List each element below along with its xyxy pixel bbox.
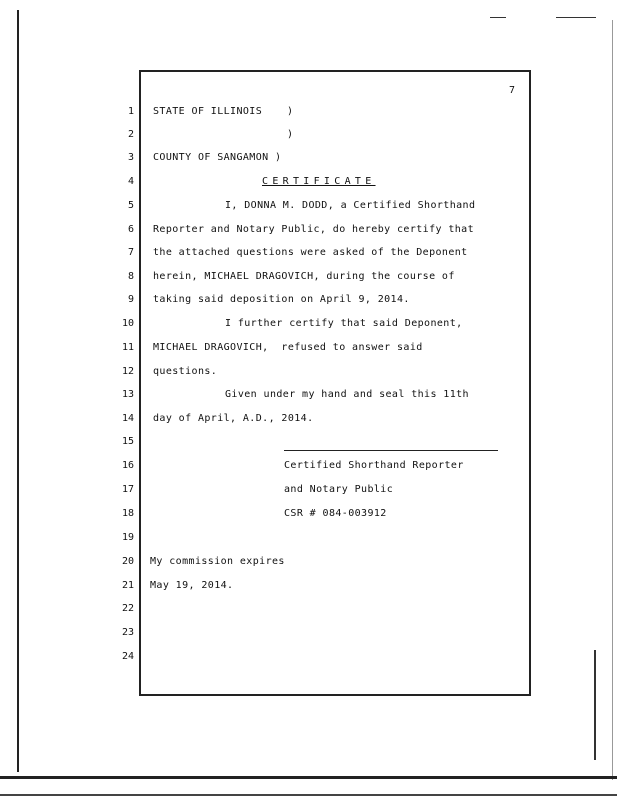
certificate-text: the attached questions were asked of the Deponent [153, 247, 468, 258]
certificate-text: I further certify that said Deponent, [225, 318, 463, 329]
certificate-text: Given under my hand and seal this 11th [225, 389, 469, 400]
scan-edge-left [17, 10, 19, 772]
certificate-text: herein, MICHAEL DRAGOVICH, during the course of [153, 271, 455, 282]
line-number: 15 [121, 436, 134, 447]
caption-paren: ) [287, 106, 294, 117]
line-number: 19 [121, 532, 134, 543]
scan-mark [594, 650, 596, 760]
line-number: 12 [121, 366, 134, 377]
line-number: 18 [121, 508, 134, 519]
line-number: 21 [121, 580, 134, 591]
page-number: 7 [509, 85, 516, 96]
line-number: 16 [121, 460, 134, 471]
certificate-text: day of April, A.D., 2014. [153, 413, 314, 424]
line-number: 17 [121, 484, 134, 495]
line-number: 6 [127, 224, 134, 235]
line-number: 1 [127, 106, 134, 117]
signature-line [284, 450, 498, 451]
line-number: 8 [127, 271, 134, 282]
certificate-text: questions. [153, 366, 218, 377]
scan-edge-right [612, 20, 613, 780]
line-number: 22 [121, 603, 134, 614]
line-number: 4 [127, 176, 134, 187]
scan-mark [490, 17, 506, 18]
commission-text: My commission expires [150, 556, 285, 567]
commission-date: May 19, 2014. [150, 580, 234, 591]
line-number: 13 [121, 389, 134, 400]
line-number: 9 [127, 294, 134, 305]
caption-paren: ) [287, 129, 294, 140]
caption-state: STATE OF ILLINOIS [153, 106, 263, 117]
caption-county: COUNTY OF SANGAMON ) [153, 152, 282, 163]
scan-edge-bottom-2 [0, 794, 617, 796]
scan-edge-bottom [0, 776, 617, 779]
line-number: 3 [127, 152, 134, 163]
line-number: 24 [121, 651, 134, 662]
line-number: 20 [121, 556, 134, 567]
certificate-text: taking said deposition on April 9, 2014. [153, 294, 410, 305]
certificate-title: CERTIFICATE [262, 176, 376, 187]
certificate-text: MICHAEL DRAGOVICH, refused to answer said [153, 342, 423, 353]
line-number: 14 [121, 413, 134, 424]
line-number: 5 [127, 200, 134, 211]
scan-mark [556, 17, 596, 18]
line-number: 23 [121, 627, 134, 638]
csr-number: CSR # 084-003912 [284, 508, 387, 519]
line-number: 2 [127, 129, 134, 140]
line-number: 10 [121, 318, 134, 329]
signature-title: Certified Shorthand Reporter [284, 460, 464, 471]
line-number: 11 [121, 342, 134, 353]
certificate-text: Reporter and Notary Public, do hereby certify that [153, 224, 475, 235]
signature-title: and Notary Public [284, 484, 394, 495]
certificate-text: I, DONNA M. DODD, a Certified Shorthand [225, 200, 476, 211]
line-number: 7 [127, 247, 134, 258]
